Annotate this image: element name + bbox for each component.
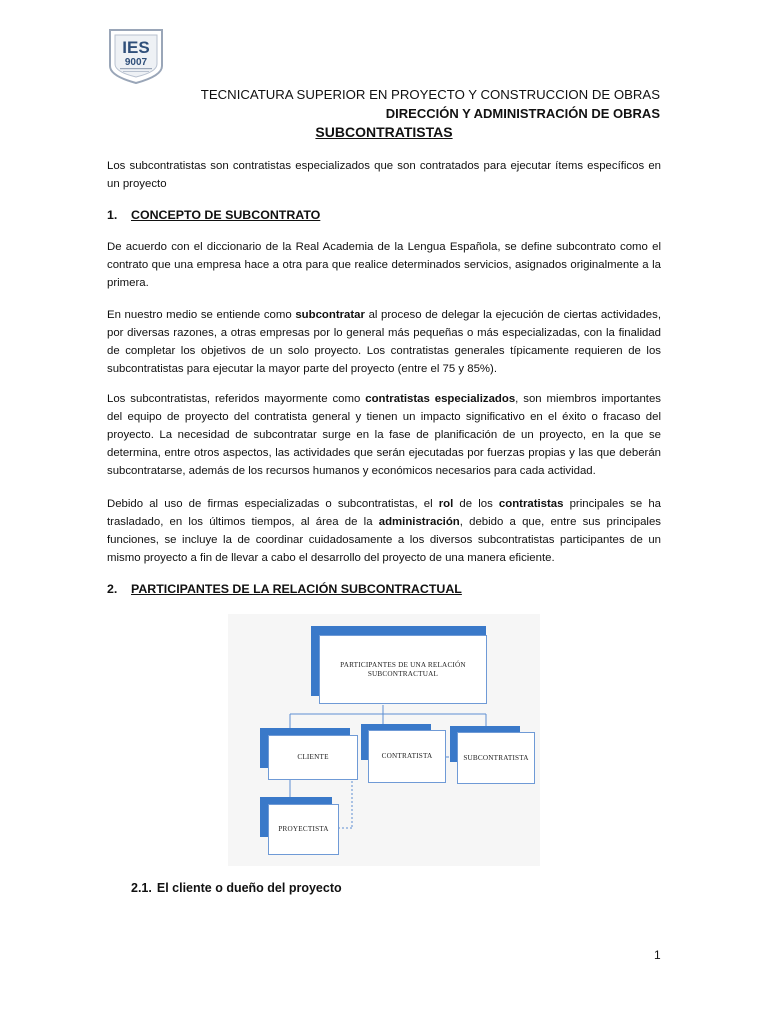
- section-2-1-number: 2.1.: [131, 881, 152, 895]
- section-1-heading: [107, 208, 320, 222]
- section-2-number: 2.: [107, 582, 118, 596]
- contratista-box: CONTRATISTA: [368, 730, 446, 783]
- text-run: Debido al uso de firmas especializadas o subcontratistas, el: [107, 498, 439, 510]
- document-title-text: SUBCONTRATISTAS: [315, 124, 453, 140]
- bold-term: administración: [378, 516, 460, 528]
- intro-paragraph: Los subcontratistas son contratistas especializados que son contratados para ejecutar ítems específicos en un proyecto: [107, 160, 661, 190]
- institution-header: TECNICATURA SUPERIOR EN PROYECTO Y CONSTRUCCION DE OBRAS: [200, 87, 660, 102]
- section-2-1-heading: [131, 881, 342, 895]
- root-box: PARTICIPANTES DE UNA RELACIÓN SUBCONTRACTUAL: [319, 635, 487, 704]
- section-1-paragraph-4: [107, 495, 661, 567]
- text-run: En nuestro medio se entiende como: [107, 309, 296, 321]
- page-number: 1: [654, 948, 661, 962]
- cliente-box: CLIENTE: [268, 735, 358, 780]
- section-1-paragraph-2: [107, 306, 661, 378]
- section-2-title: PARTICIPANTES DE LA RELACIÓN SUBCONTRACTUAL: [131, 582, 462, 596]
- bold-term: contratistas especializados: [365, 393, 516, 405]
- ies-logo-icon: [106, 26, 166, 86]
- bold-term: contratistas: [498, 498, 564, 510]
- svg-text:IES: IES: [122, 38, 150, 57]
- participants-diagram: [228, 614, 540, 866]
- section-2-1-title: El cliente o dueño del proyecto: [156, 881, 342, 895]
- svg-text:9007: 9007: [124, 57, 148, 68]
- text-run: al proceso de delegar la ejecución de ciertas actividades, por diversas razones, a otras empresas por lo general más pequeñas o más especializadas, con la finalidad de completar los objetivos de un solo proyecto. Los contratistas generales típicamente requieren de los subcontratistas para ejecutar la mayor parte del proyecto (entre el 75 y 85%).: [107, 309, 662, 375]
- text-run: principales se ha trasladado, en los últimos tiempos, al área de la: [107, 498, 661, 528]
- proyectista-box: PROYECTISTA: [268, 804, 339, 855]
- bold-term: rol: [438, 498, 454, 510]
- document-title: [0, 124, 768, 140]
- text-run: , son miembros importantes del equipo de proyecto del contratista general y tienen un impacto significativo en el éxito o fracaso del proyecto. La necesidad de subcontratar surge en la fase de planificación de un proyecto, en la que se determina, entre otros aspectos, las actividades que serán ejecutadas por fuerzas propias y las que deberán subcontratarse, además de los recursos humanos y económicos necesarios para cada actividad.: [107, 393, 661, 477]
- section-1-paragraph-1: De acuerdo con el diccionario de la Real Academia de la Lengua Española, se define subcontrato como el contrato que una empresa hace a otra para que realice determinados servicios, asignados originalmente a la primera.: [107, 241, 661, 289]
- subject-header: DIRECCIÓN Y ADMINISTRACIÓN DE OBRAS: [385, 106, 660, 121]
- section-2-heading: [107, 582, 462, 596]
- section-1-paragraph-3: [107, 390, 661, 480]
- text-run: , debido a que, entre sus principales funciones, se incluye la de coordinar cuidadosamente a los diversos subcontratistas participantes de un mismo proyecto a fin de llevar a cabo el desarrollo del proyecto de una manera eficiente.: [107, 516, 661, 564]
- text-run: Los subcontratistas, referidos mayormente como: [107, 393, 366, 405]
- bold-term: subcontratar: [295, 309, 365, 321]
- section-1-number: 1.: [107, 208, 118, 222]
- subcontratista-box: SUBCONTRATISTA: [457, 732, 535, 784]
- section-1-title: CONCEPTO DE SUBCONTRATO: [131, 208, 321, 222]
- text-run: de los: [453, 498, 499, 510]
